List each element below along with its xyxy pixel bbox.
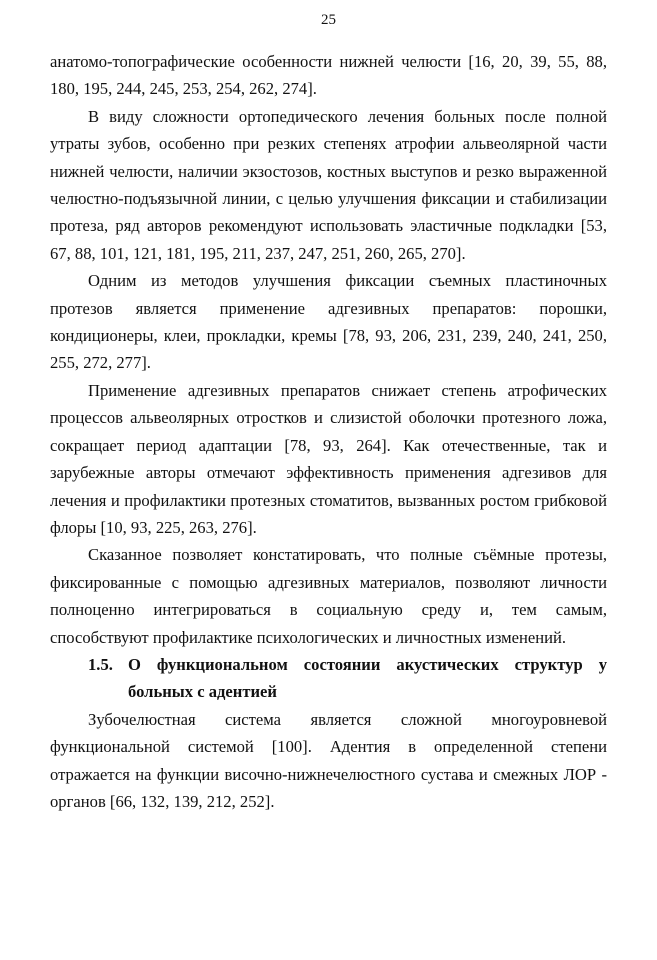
paragraph-adhesives-effect: Применение адгезивных препаратов снижает степень атрофических процессов альвеолярных отростков и слизистой оболочки протезного ложа, сокращает период адаптации [78, 93, 264]. Как отечественные, так и зарубежные авторы отмечают эффективность применения адгезивов для лечения и профилактики протезных стоматитов, вызванных ростом грибковой флоры [10, 93, 225, 263, 276]. bbox=[50, 380, 607, 537]
section-heading bbox=[50, 651, 607, 706]
paragraph-adhesives-methods: Одним из методов улучшения фиксации съемных пластиночных протезов является применение адгезивных препаратов: порошки, кондиционеры, клеи, прокладки, кремы [78, 93, 206, 231, 239, 240, 241, 250, 255, 272, 277]. bbox=[50, 271, 607, 373]
section-title: О функциональном состоянии акустических структур у больных с адентией bbox=[128, 654, 607, 702]
paragraph-conclusion: Сказанное позволяет констатировать, что полные съёмные протезы, фиксированные с помощью адгезивных материалов, позволяют личности полноценно интегрироваться в социальную среду и, тем самым, способствуют профилактике психологических и личностных изменений. bbox=[50, 545, 607, 647]
body-text bbox=[50, 48, 607, 815]
paragraph-dentition-system: Зубочелюстная система является сложной многоуровневой функциональной системой [100]. Адентия в определенной степени отражается на функции височно-нижнечелюстного сустава и смежных ЛОР - органов [66, 132, 139, 212, 252]. bbox=[50, 709, 607, 811]
page-number: 25 bbox=[321, 12, 336, 28]
paragraph-continuation: анатомо-топографические особенности нижней челюсти [16, 20, 39, 55, 88, 180, 195, 244, 245, 253, 254, 262, 274]. bbox=[50, 52, 607, 99]
section-number: 1.5. bbox=[88, 654, 113, 674]
paragraph-elastic-liners: В виду сложности ортопедического лечения больных после полной утраты зубов, особенно при резких степенях атрофии альвеолярной части нижней челюсти, наличии экзостозов, костных выступов и резко выраженной челюстно-подъязычной линии, с целью улучшения фиксации и стабилизации протеза, ряд авторов рекомендуют использовать эластичные подкладки [53, 67, 88, 101, 121, 181, 195, 211, 237, 247, 251, 260, 265, 270]. bbox=[50, 106, 607, 263]
